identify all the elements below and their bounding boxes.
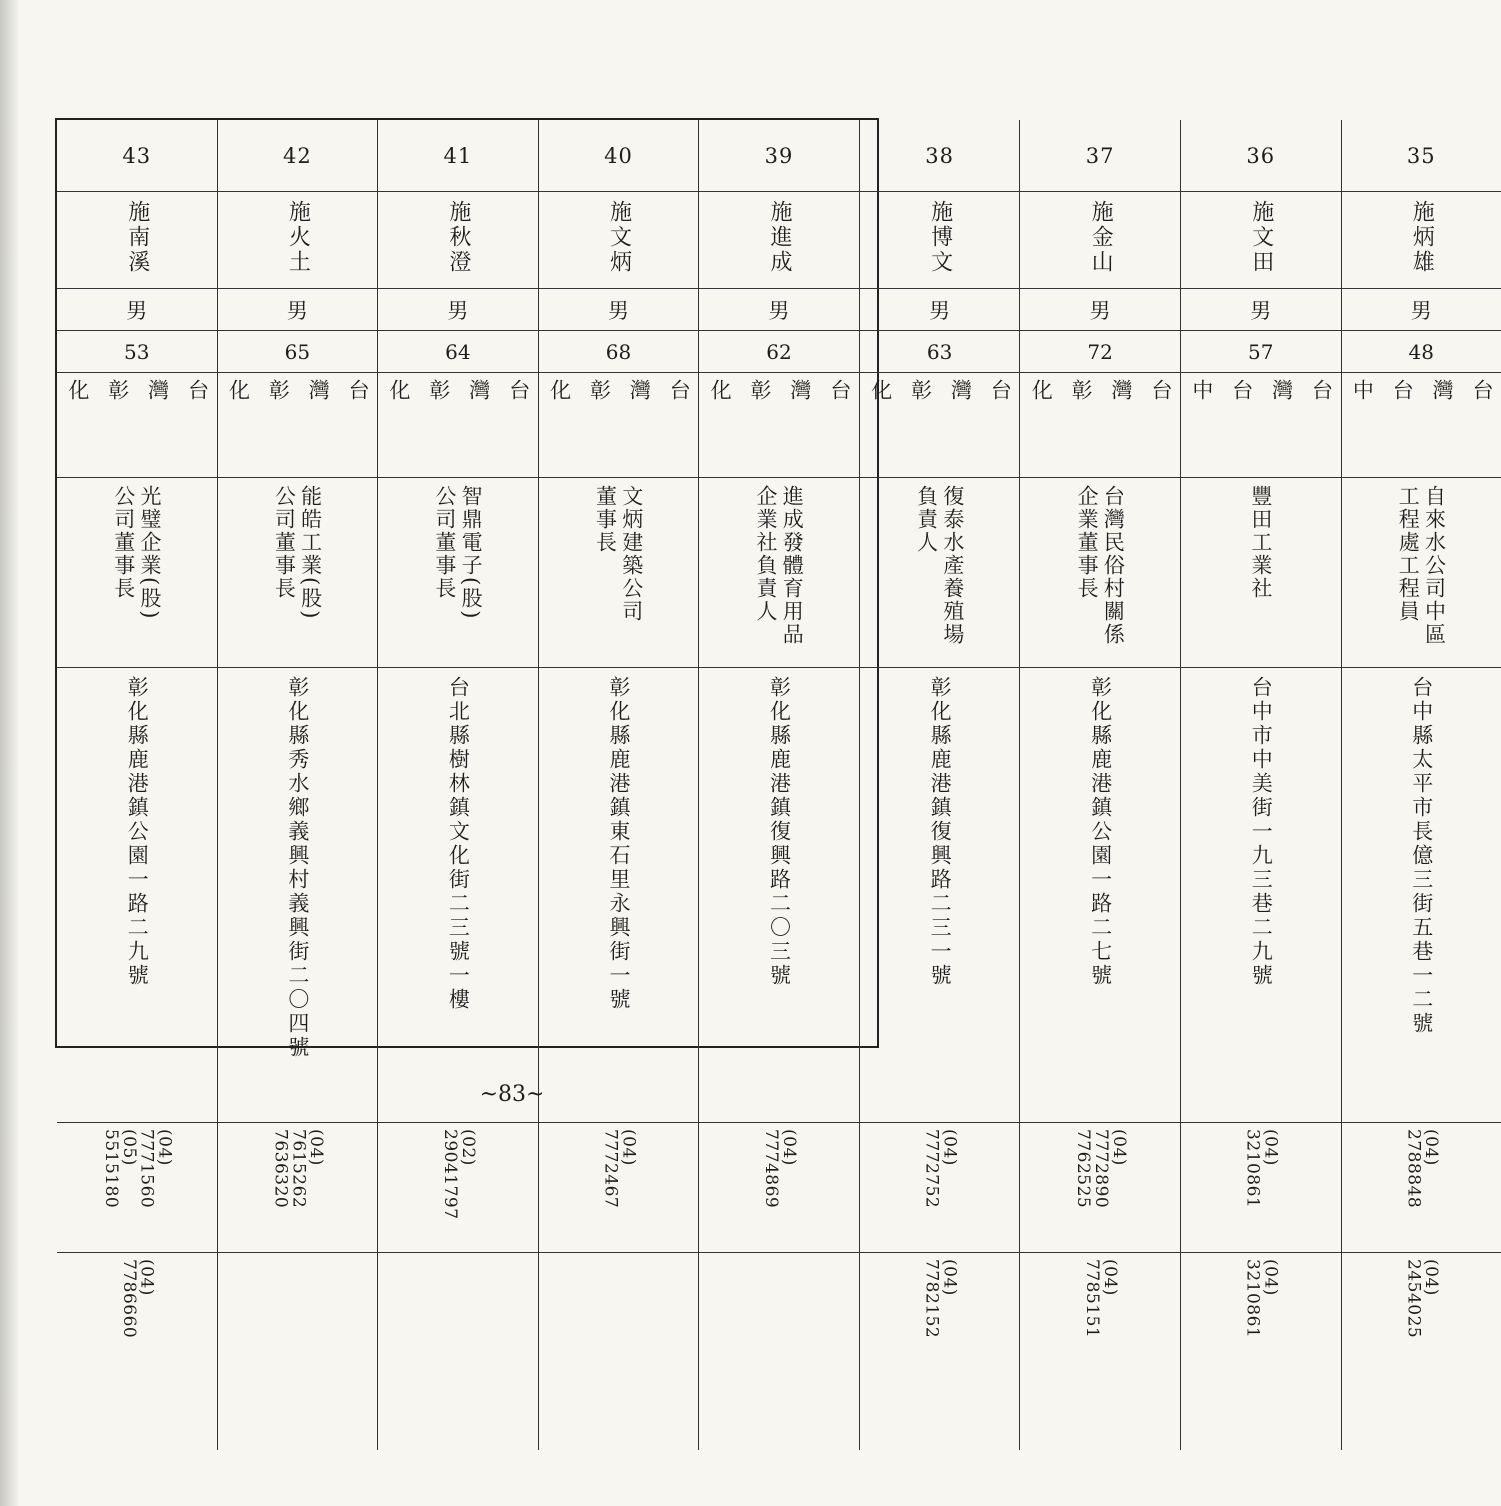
record-number: 41: [378, 120, 539, 192]
table-cell: [1181, 192, 1342, 289]
table-cell: [57, 1253, 218, 1450]
table-cell: [1342, 1253, 1501, 1450]
table-cell: [378, 668, 539, 1123]
table-cell: [218, 1253, 379, 1450]
table-cell: [1020, 668, 1181, 1123]
member-address: 彰化縣鹿港鎮東石里永興街一號: [606, 676, 631, 1012]
member-phone-office: (04) 7771560 (05) 5515180: [100, 1129, 175, 1209]
member-native-place: 台灣彰化: [547, 379, 692, 433]
member-gender: 男: [860, 289, 1021, 331]
member-native-place: 台灣台中: [1350, 379, 1495, 433]
record-number: 36: [1181, 120, 1342, 192]
member-name: 施秋澄: [445, 200, 471, 275]
member-age: 62: [699, 331, 860, 373]
member-occupation: 能皓工業(股) 公司董事長: [272, 485, 323, 621]
table-cell: [539, 192, 700, 289]
member-occupation: 台灣民俗村關係 企業董事長: [1075, 485, 1126, 646]
table-cell: [218, 192, 379, 289]
member-gender: 男: [1181, 289, 1342, 331]
table-cell: [860, 1253, 1021, 1450]
table-cell: [218, 1123, 379, 1253]
table-cell: [1020, 1253, 1181, 1450]
table-cell: [218, 668, 379, 1123]
table-cell: [378, 1253, 539, 1450]
table-cell: [218, 478, 379, 668]
table-cell: [1342, 668, 1501, 1123]
member-name: 施金山: [1088, 200, 1114, 275]
member-phone-home: (04) 2454025: [1403, 1259, 1442, 1339]
table-cell: [539, 668, 700, 1123]
member-address: 台中市中美街一九三巷二九號: [1249, 676, 1274, 988]
record-number: 40: [539, 120, 700, 192]
member-phone-office: (02) 29041797: [439, 1129, 478, 1220]
table-cell: [1342, 1123, 1501, 1253]
table-cell: [57, 192, 218, 289]
member-occupation: 復泰水產養殖場 負責人: [914, 485, 965, 646]
table-cell: [860, 373, 1021, 478]
member-address: 彰化縣鹿港鎮公園一路二九號: [125, 676, 150, 988]
table-cell: [699, 1123, 860, 1253]
table-cell: [57, 373, 218, 478]
member-phone-home: (04) 7782152: [921, 1259, 960, 1339]
table-cell: [1020, 192, 1181, 289]
table-cell: [699, 192, 860, 289]
member-name: 施南溪: [124, 200, 150, 275]
table-cell: [539, 1123, 700, 1253]
member-age: 48: [1342, 331, 1501, 373]
record-number: 42: [218, 120, 379, 192]
record-number: 39: [699, 120, 860, 192]
member-phone-office: (04) 7774869: [761, 1129, 799, 1209]
table-cell: [860, 1123, 1021, 1253]
table-cell: [1020, 373, 1181, 478]
member-address: 彰化縣秀水鄉義興村義興街二〇四號: [285, 676, 310, 1060]
table-cell: [378, 192, 539, 289]
member-age: 68: [539, 331, 700, 373]
member-phone-office: (04) 7772467: [600, 1129, 639, 1209]
member-address: 彰化縣鹿港鎮復興路二〇三號: [767, 676, 792, 988]
table-cell: [378, 1123, 539, 1253]
table-cell: [1342, 373, 1501, 478]
table-cell: [218, 373, 379, 478]
table-cell: [1020, 478, 1181, 668]
member-phone-home: (04) 3210861: [1242, 1259, 1281, 1339]
record-number: 37: [1020, 120, 1181, 192]
member-phone-office: (04) 3210861: [1242, 1129, 1281, 1209]
table-cell: [539, 1253, 700, 1450]
member-phone-office: (04) 7772752: [921, 1129, 960, 1209]
member-native-place: 台灣彰化: [387, 379, 531, 433]
table-cell: [57, 668, 218, 1123]
table-cell: [1181, 668, 1342, 1123]
member-native-place: 台灣台中: [1189, 379, 1334, 433]
member-native-place: 台灣彰化: [65, 379, 210, 433]
table-cell: [539, 373, 700, 478]
member-age: 65: [218, 331, 379, 373]
member-phone-office: (04) 7615262 7636320: [270, 1129, 327, 1209]
table-cell: [1181, 373, 1342, 478]
member-address: 台中縣太平市長億三街五巷一二號: [1409, 676, 1434, 1036]
record-number: 35: [1342, 120, 1501, 192]
table-cell: [699, 478, 860, 668]
table-cell: [699, 1253, 860, 1450]
table-cell: [57, 1123, 218, 1253]
table-cell: [57, 478, 218, 668]
member-gender: 男: [539, 289, 700, 331]
table-cell: [378, 478, 539, 668]
table-cell: [1181, 478, 1342, 668]
member-name: 施博文: [927, 200, 953, 275]
member-occupation: 智鼎電子(股) 公司董事長: [432, 485, 484, 621]
member-gender: 男: [699, 289, 860, 331]
table-cell: [1020, 1123, 1181, 1253]
member-native-place: 台灣彰化: [1029, 379, 1173, 433]
table-cell: [1342, 192, 1501, 289]
member-native-place: 台灣彰化: [708, 379, 852, 433]
member-occupation: 光璧企業(股) 公司董事長: [111, 485, 163, 621]
member-phone-office: (04) 2788848: [1403, 1129, 1442, 1209]
member-native-place: 台灣彰化: [868, 379, 1013, 433]
member-age: 72: [1020, 331, 1181, 373]
table-cell: [860, 668, 1021, 1123]
member-address: 彰化縣鹿港鎮公園一路二七號: [1088, 676, 1113, 988]
table-cell: [1342, 478, 1501, 668]
member-gender: 男: [1020, 289, 1181, 331]
member-phone-home: (04) 7785151: [1082, 1259, 1120, 1339]
member-gender: 男: [1342, 289, 1501, 331]
member-age: 57: [1181, 331, 1342, 373]
member-age: 64: [378, 331, 539, 373]
member-name: 施文田: [1248, 200, 1274, 275]
member-occupation: 文炳建築公司 董事長: [593, 485, 644, 623]
member-gender: 男: [218, 289, 379, 331]
member-gender: 男: [57, 289, 218, 331]
table-cell: [860, 478, 1021, 668]
member-name: 施進成: [767, 200, 793, 275]
member-age: 53: [57, 331, 218, 373]
member-gender: 男: [378, 289, 539, 331]
member-occupation: 自來水公司中區 工程處工程員: [1396, 485, 1447, 646]
member-address: 彰化縣鹿港鎮復興路二三一號: [928, 676, 953, 988]
member-phone-office: (04) 7772890 7762525: [1073, 1129, 1129, 1209]
table-cell: [1181, 1123, 1342, 1253]
record-number: 38: [860, 120, 1021, 192]
table-cell: [699, 373, 860, 478]
member-age: 63: [860, 331, 1021, 373]
page-number: ~83~: [479, 1082, 545, 1107]
member-name: 施文炳: [606, 200, 632, 275]
member-occupation: 進成發體育用品 企業社負責人: [754, 485, 805, 646]
member-phone-home: (04) 7786660: [118, 1259, 157, 1339]
member-table: [55, 118, 1495, 1339]
table-cell: [539, 478, 700, 668]
table-cell: [699, 668, 860, 1123]
member-native-place: 台灣彰化: [226, 379, 371, 433]
member-occupation: 豐田工業社: [1248, 485, 1273, 600]
table-cell: [378, 373, 539, 478]
page-edge-shadow: [0, 0, 18, 1506]
member-address: 台北縣樹林鎮文化街二三號一樓: [446, 676, 471, 1012]
member-name: 施火土: [285, 200, 311, 275]
record-number: 43: [57, 120, 218, 192]
table-cell: [860, 192, 1021, 289]
member-name: 施炳雄: [1409, 200, 1435, 275]
table-cell: [1181, 1253, 1342, 1450]
